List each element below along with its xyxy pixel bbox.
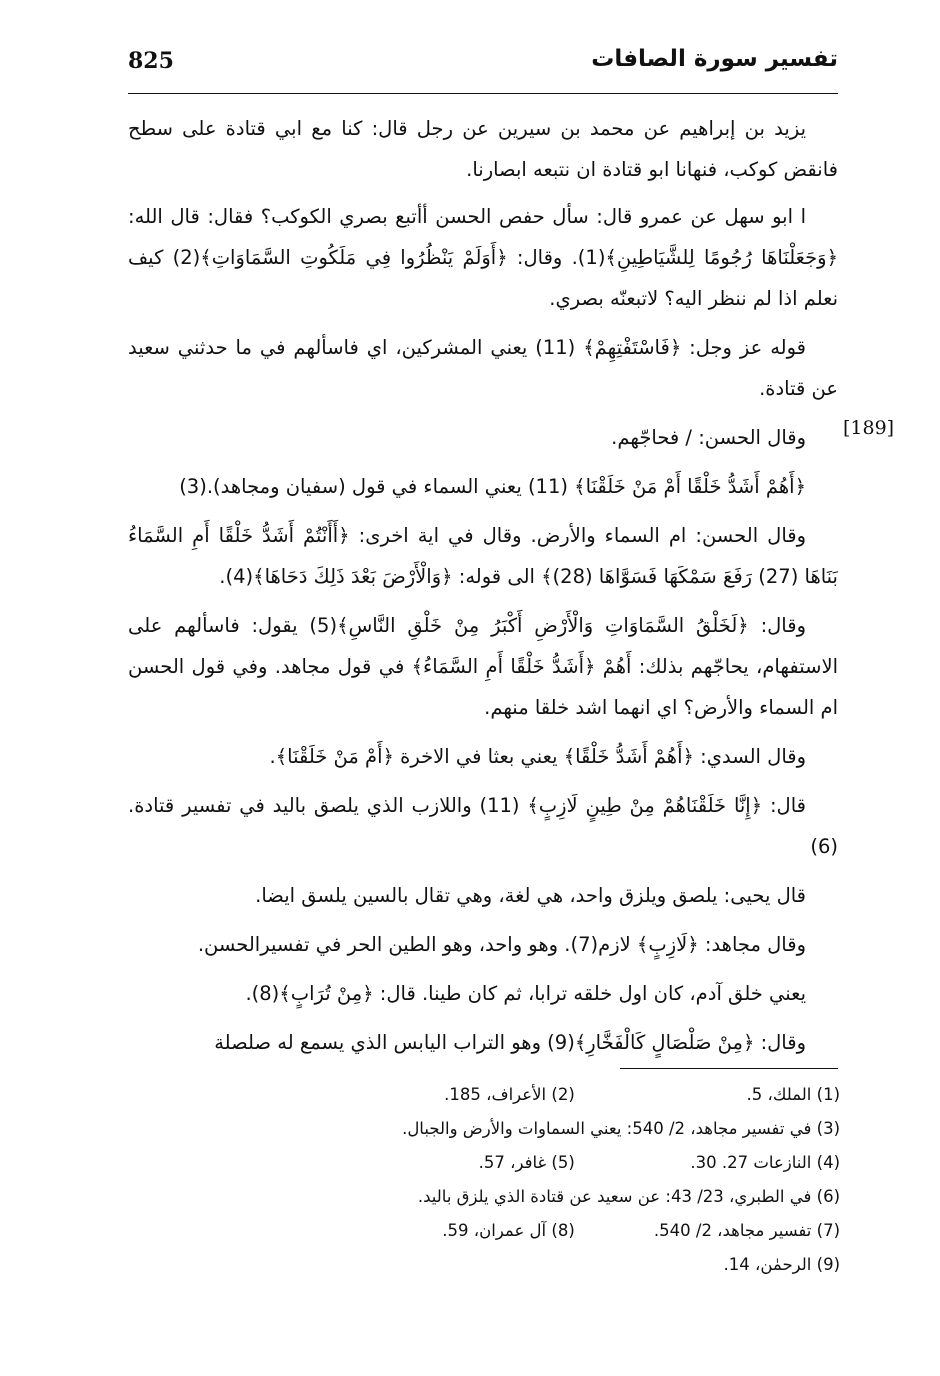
- footnote: (9) الرحمٰن، 14.: [723, 1255, 840, 1274]
- paragraph: قوله عز وجل: ﴿فَاسْتَفْتِهِمْ﴾ (11) يعني المشركين، اي فاسألهم في ما حدثني سعيد عن قتادة.: [128, 336, 838, 400]
- footnote: (3) في تفسير مجاهد، 2/ 540: يعني السماوات والأرض والجبال.: [402, 1119, 840, 1138]
- paragraph: وقال مجاهد: ﴿لَازِبٍ﴾ لازم(7). وهو واحد، وهو الطين الحر في تفسيرالحسن.: [197, 933, 806, 956]
- body-text: [128, 108, 838, 1071]
- footnote-rule: [620, 1068, 838, 1069]
- margin-page-reference: [189]: [843, 417, 895, 439]
- footnote-row: [300, 1214, 840, 1248]
- paragraph: وقال الحسن: ام السماء والأرض. وقال في اية اخرى: ﴿أَأَنْتُمْ أَشَدُّ خَلْقًا أَمِ السَّمَاءُ بَنَاهَا (27) رَفَعَ سَمْكَهَا فَسَوَّاهَا (28)﴾ الى قوله: ﴿وَالْأَرْضَ بَعْدَ ذَلِكَ دَحَاهَا﴾(4).: [128, 524, 838, 588]
- running-title: تفسير سورة الصافات: [591, 46, 838, 72]
- paragraph: وقال السدي: ﴿أَهُمْ أَشَدُّ خَلْقًا﴾ يعني بعثا في الاخرة ﴿أَمْ مَنْ خَلَقْنَا﴾.: [269, 745, 806, 768]
- footnote-row: [300, 1078, 840, 1112]
- paragraph: يزيد بن إبراهيم عن محمد بن سيرين عن رجل قال: كنا مع ابي قتادة على سطح فانقض كوكب، فنهانا ابو قتادة ان نتبعه ابصارنا.: [128, 117, 838, 181]
- footnotes: [300, 1078, 840, 1282]
- footnote: (1) الملك، 5.: [746, 1085, 840, 1104]
- footnote: (7) تفسير مجاهد، 2/ 540.: [653, 1221, 840, 1240]
- footnote-row: [300, 1146, 840, 1180]
- footnote: (2) الأعراف، 185.: [444, 1085, 575, 1104]
- paragraph: وقال الحسن: / فحاجّهم.: [611, 426, 806, 449]
- paragraph: يعني خلق آدم، كان اول خلقه ترابا، ثم كان طينا. قال: ﴿مِنْ تُرَابٍ﴾(8).: [245, 982, 806, 1005]
- header-rule: [128, 93, 838, 94]
- paragraph: وقال: ﴿لَخَلْقُ السَّمَاوَاتِ وَالْأَرْضِ أَكْبَرُ مِنْ خَلْقِ النَّاسِ﴾(5) يقول: فاسألهم على الاستفهام، يحاجّهم بذلك: أَهُمْ ﴿أَشَدُّ خَلْقًا أَمِ السَّمَاءُ﴾ في قول مجاهد. وفي قول الحسن ام السماء والأرض؟ اي انهما اشد خلقا منهم.: [128, 614, 838, 719]
- footnote: (8) آل عمران، 59.: [442, 1221, 575, 1240]
- page-number: 825: [128, 48, 174, 74]
- paragraph: وقال: ﴿مِنْ صَلْصَالٍ كَالْفَخَّارِ﴾(9) وهو التراب اليابس الذي يسمع له صلصلة: [214, 1031, 806, 1054]
- footnote: (4) النازعات 27. 30.: [690, 1153, 840, 1172]
- paragraph: قال يحيى: يلصق ويلزق واحد، هي لغة، وهي تقال بالسين يلسق ايضا.: [255, 884, 806, 907]
- footnote-row: [300, 1112, 840, 1146]
- footnote: (6) في الطبري، 23/ 43: عن سعيد عن قتادة الذي يلزق باليد.: [417, 1187, 840, 1206]
- page-header: [128, 40, 838, 94]
- footnote: (5) غافر، 57.: [478, 1153, 575, 1172]
- footnote-row: [300, 1180, 840, 1214]
- paragraph: ﴿أَهُمْ أَشَدُّ خَلْقًا أَمْ مَنْ خَلَقْنَا﴾ (11) يعني السماء في قول (سفيان ومجاهد).(3): [179, 475, 806, 498]
- paragraph: قال: ﴿إِنَّا خَلَقْنَاهُمْ مِنْ طِينٍ لَازِبٍ﴾ (11) واللازب الذي يلصق باليد في تفسير قتادة.(6): [128, 794, 838, 858]
- paragraph: ا ابو سهل عن عمرو قال: سأل حفص الحسن أأتبع بصري الكوكب؟ فقال: قال الله: ﴿وَجَعَلْنَاهَا رُجُومًا لِلشَّيَاطِينِ﴾(1). وقال: ﴿أَوَلَمْ يَنْظُرُوا فِي مَلَكُوتِ السَّمَاوَاتِ﴾(2) كيف نعلم اذا لم ننظر اليه؟ لاتبعنّه بصري.: [128, 205, 838, 310]
- footnote-row: [300, 1248, 840, 1282]
